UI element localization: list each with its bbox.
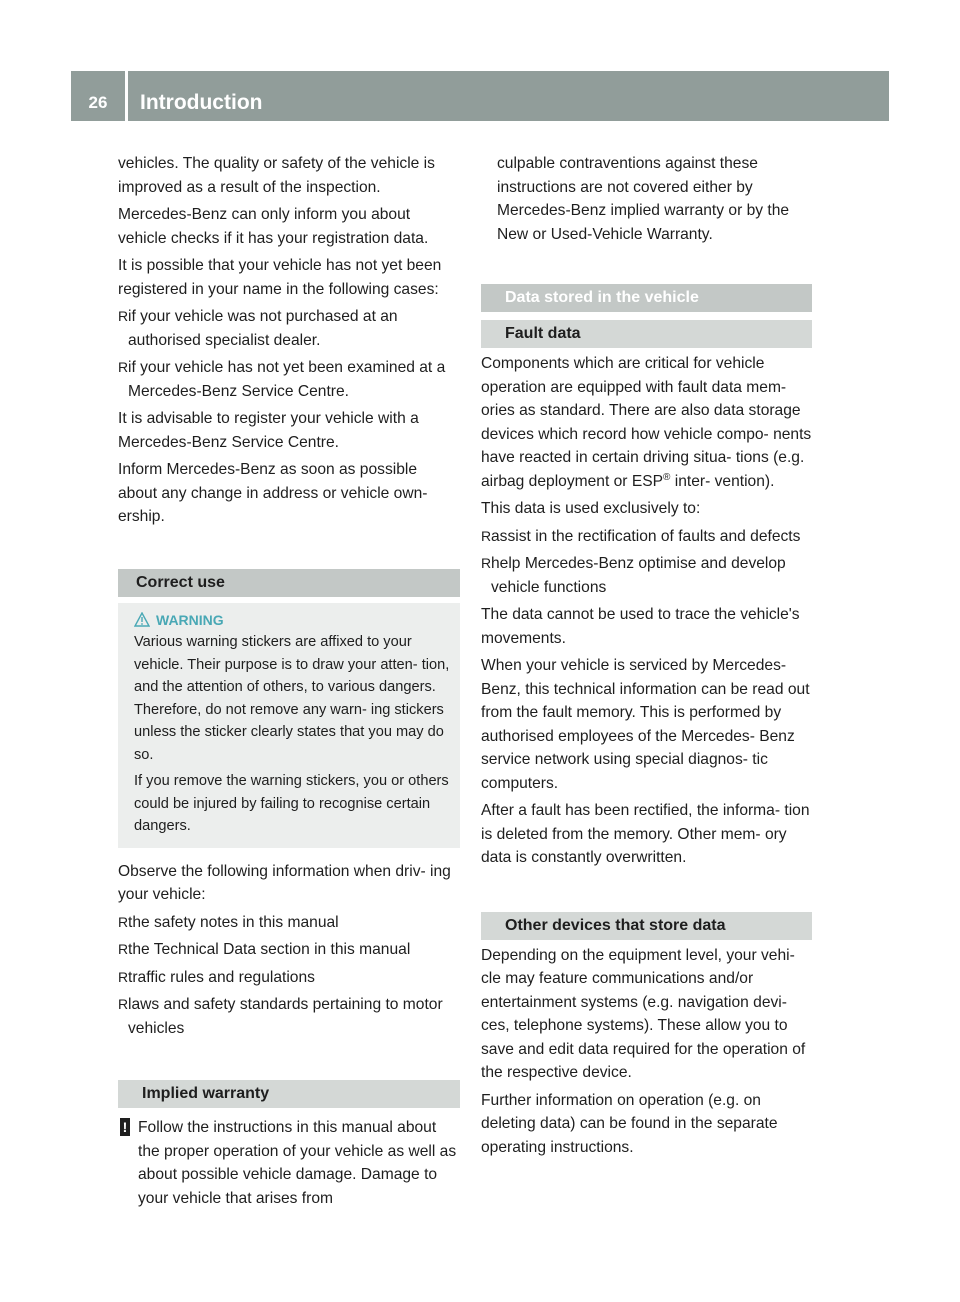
heading-other-devices: Other devices that store data bbox=[481, 912, 812, 940]
page-number: 26 bbox=[88, 93, 108, 112]
bullet-icon: R bbox=[118, 996, 129, 1012]
note-text: Follow the instructions in this manual about the proper operation of your vehicle as well as about possible vehicle damage. Damage to your vehicle that arises from bbox=[138, 1119, 457, 1207]
left-column bbox=[118, 152, 460, 1210]
list-item: R help Mercedes-Benz optimise and develop vehicle functions bbox=[481, 552, 812, 599]
paragraph: Components which are critical for vehicle operation are equipped with fault data mem- ories as standard. There are also data storage devices which record how vehicle compo- nents have reacted in certain driving situa- tions (e.g. airbag deployment or ESP® inter- vention). bbox=[481, 355, 812, 490]
paragraph: The data cannot be used to trace the vehicle's movements. bbox=[481, 606, 800, 647]
paragraph: Mercedes-Benz can only inform you about vehicle checks if it has your registration data. bbox=[118, 206, 429, 247]
warning-text: If you remove the warning stickers, you or others could be injured by failing to recognise certain dangers. bbox=[134, 773, 449, 834]
warning-title: WARNING bbox=[134, 609, 452, 632]
paragraph: It is possible that your vehicle has not yet been registered in your name in the following cases: bbox=[118, 257, 442, 298]
bullet-icon: R bbox=[118, 941, 129, 957]
section-title: Introduction bbox=[140, 91, 263, 114]
bullet-icon: R bbox=[118, 359, 129, 375]
paragraph: When your vehicle is serviced by Mercedes- Benz, this technical information can be read out from the fault memory. This is performed by authorised employees of the Mercedes- Benz service network using special diagnos- tic computers. bbox=[481, 657, 810, 792]
right-column bbox=[481, 152, 812, 1163]
warning-triangle-icon bbox=[134, 612, 150, 627]
paragraph: vehicles. The quality or safety of the vehicle is improved as a result of the inspection. bbox=[118, 155, 435, 196]
list-item: R laws and safety standards pertaining to motor vehicles bbox=[118, 993, 460, 1040]
list-item: R traffic rules and regulations bbox=[118, 966, 460, 990]
paragraph: Inform Mercedes-Benz as soon as possible about any change in address or vehicle own- ership. bbox=[118, 461, 428, 525]
warning-box bbox=[118, 603, 460, 848]
paragraph: It is advisable to register your vehicle with a Mercedes-Benz Service Centre. bbox=[118, 410, 419, 451]
list-item: R assist in the rectification of faults and defects bbox=[481, 525, 812, 549]
bullet-icon: R bbox=[481, 527, 492, 544]
list-item: R if your vehicle was not purchased at an authorised specialist dealer. bbox=[118, 305, 460, 352]
paragraph: Observe the following information when driv- ing your vehicle: bbox=[118, 862, 451, 903]
heading-fault-data: Fault data bbox=[481, 320, 812, 348]
heading-correct-use: Correct use bbox=[118, 569, 460, 597]
bullet-icon: R bbox=[118, 308, 129, 324]
paragraph: culpable contraventions against these instructions are not covered either by Mercedes-Benz implied warranty or by the New or Used-Vehicle Warranty. bbox=[497, 155, 790, 243]
registered-mark: ® bbox=[663, 471, 671, 483]
list-item: R the safety notes in this manual bbox=[118, 911, 460, 935]
list-item: R the Technical Data section in this manual bbox=[118, 938, 460, 962]
bullet-icon: R bbox=[118, 968, 129, 985]
bullet-icon: R bbox=[481, 555, 492, 571]
page-header bbox=[71, 71, 889, 121]
exclamation-icon: ! bbox=[120, 1118, 130, 1136]
paragraph: This data is used exclusively to: bbox=[481, 500, 701, 517]
warning-text: Various warning stickers are affixed to your vehicle. Their purpose is to draw your atten- tion, and the attention of others, to various dangers. Therefore, do not remove any warn- ing stickers unless the sticker clearly states that you may do so. bbox=[134, 634, 450, 763]
paragraph: Further information on operation (e.g. on deleting data) can be found in the separate operating instructions. bbox=[481, 1091, 778, 1156]
heading-data-stored: Data stored in the vehicle bbox=[481, 284, 812, 312]
heading-implied-warranty: Implied warranty bbox=[118, 1080, 460, 1108]
bullet-icon: R bbox=[118, 913, 129, 930]
note bbox=[118, 1116, 460, 1210]
header-divider bbox=[125, 71, 128, 121]
list-item: R if your vehicle has not yet been examined at a Mercedes-Benz Service Centre. bbox=[118, 356, 460, 403]
paragraph: Depending on the equipment level, your vehi- cle may feature communications and/or entertainment systems (e.g. navigation devi- ces, telephone systems). These allow you to save and edit data required for the operation of the respective device. bbox=[481, 946, 806, 1081]
paragraph: After a fault has been rectified, the informa- tion is deleted from the memory. Other mem- ory data is constantly overwritten. bbox=[481, 802, 810, 866]
